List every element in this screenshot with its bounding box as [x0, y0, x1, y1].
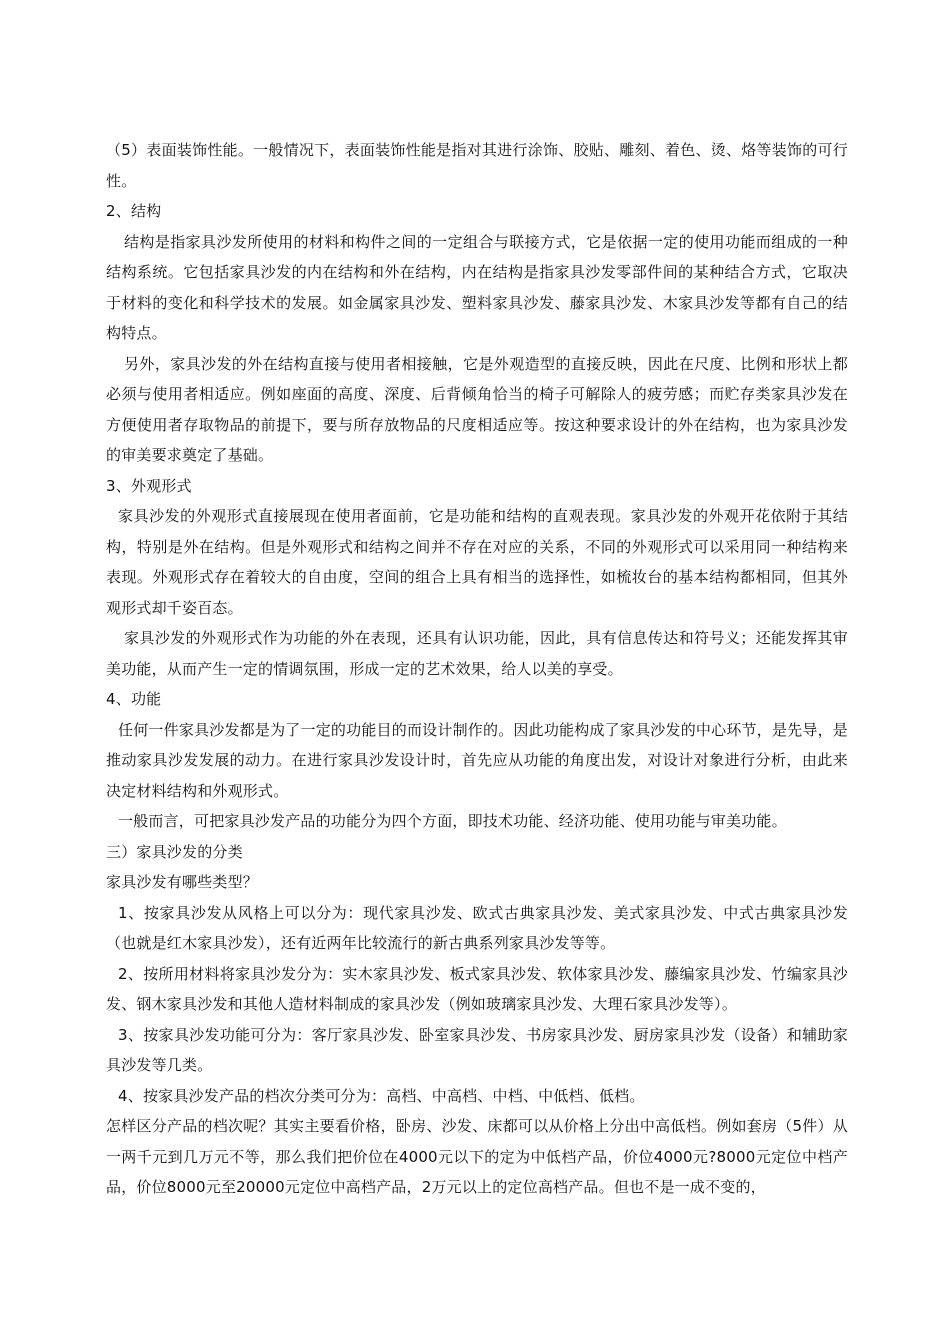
paragraph-appearance-form: 家具沙发的外观形式直接展现在使用者面前，它是功能和结构的直观表现。家具沙发的外观开花依附于其结构，特别是外在结构。但是外观形式和结构之间并不存在对应的关系，不同的外观形式可以采用同一种结构来表现。外观形式存在着较大的自由度，空间的组合上具有相当的选择性，如梳妆台的基本结构都相同，但其外观形式却千姿百态。	[106, 507, 848, 617]
list-item-by-style: 1、按家具沙发从风格上可以分为：现代家具沙发、欧式古典家具沙发、美式家具沙发、中式古典家具沙发（也就是红木家具沙发），还有近两年比较流行的新古典系列家具沙发等等。	[106, 903, 848, 952]
list-item-by-material: 2、按所用材料将家具沙发分为：实木家具沙发、板式家具沙发、软体家具沙发、藤编家具沙发、竹编家具沙发、钢木家具沙发和其他人造材料制成的家具沙发（例如玻璃家具沙发、大理石家具沙发等）。	[106, 964, 848, 1013]
heading-appearance-form: 3、外观形式	[106, 476, 192, 495]
list-item-by-grade: 4、按家具沙发产品的档次分类可分为：高档、中高档、中档、中低档、低档。	[118, 1086, 645, 1105]
paragraph-function-purpose: 任何一件家具沙发都是为了一定的功能目的而设计制作的。因此功能构成了家具沙发的中心环节，是先导，是推动家具沙发发展的动力。在进行家具沙发设计时，首先应从功能的角度出发，对设计对象进行分析，由此来决定材料结构和外观形式。	[106, 720, 848, 800]
list-item-by-function: 3、按家具沙发功能可分为：客厅家具沙发、卧室家具沙发、书房家具沙发、厨房家具沙发（设备）和辅助家具沙发等几类。	[106, 1025, 848, 1074]
document-body	[106, 135, 848, 1203]
paragraph-types-question: 家具沙发有哪些类型？	[106, 873, 259, 891]
paragraph-structure-definition: 结构是指家具沙发所使用的材料和构件之间的一定组合与联接方式，它是依据一定的使用功能而组成的一种结构系统。它包括家具沙发的内在结构和外在结构，内在结构是指家具沙发零部件间的某种结合方式，它取决于材料的变化和科学技术的发展。如金属家具沙发、塑料家具沙发、藤家具沙发、木家具沙发等都有自己的结构特点。	[106, 232, 848, 342]
paragraph-grade-distinction: 怎样区分产品的档次呢？其实主要看价格，卧房、沙发、床都可以从价格上分出中高低档。例如套房（5件）从一两千元到几万元不等，那么我们把价位在4000元以下的定为中低档产品，价位4000元?8000元定位中档产品，价位8000元至20000元定位中高档产品，2万元以上的定位高档产品。但也不是一成不变的，	[106, 1117, 848, 1196]
paragraph-appearance-function: 家具沙发的外观形式作为功能的外在表现，还具有认识功能，因此，具有信息传达和符号义；还能发挥其审美功能，从而产生一定的情调氛围，形成一定的艺术效果，给人以美的享受。	[106, 629, 848, 678]
paragraph-function-aspects: 一般而言，可把家具沙发产品的功能分为四个方面，即技术功能、经济功能、使用功能与审美功能。	[118, 812, 787, 830]
paragraph-external-structure: 另外，家具沙发的外在结构直接与使用者相接触，它是外观造型的直接反映，因此在尺度、比例和形状上都必须与使用者相适应。例如座面的高度、深度、后背倾角恰当的椅子可解除人的疲劳感；而贮存类家具沙发在方便使用者存取物品的前提下，要与所存放物品的尺度相适应等。按这种要求设计的外在结构，也为家具沙发的审美要求奠定了基础。	[106, 354, 848, 464]
paragraph-surface-decoration: （5）表面装饰性能。一般情况下，表面装饰性能是指对其进行涂饰、胶贴、雕刻、着色、烫、烙等装饰的可行性。	[106, 141, 848, 190]
heading-structure: 2、结构	[106, 202, 162, 220]
heading-function: 4、功能	[106, 690, 162, 708]
heading-classification: 三）家具沙发的分类	[106, 842, 243, 861]
